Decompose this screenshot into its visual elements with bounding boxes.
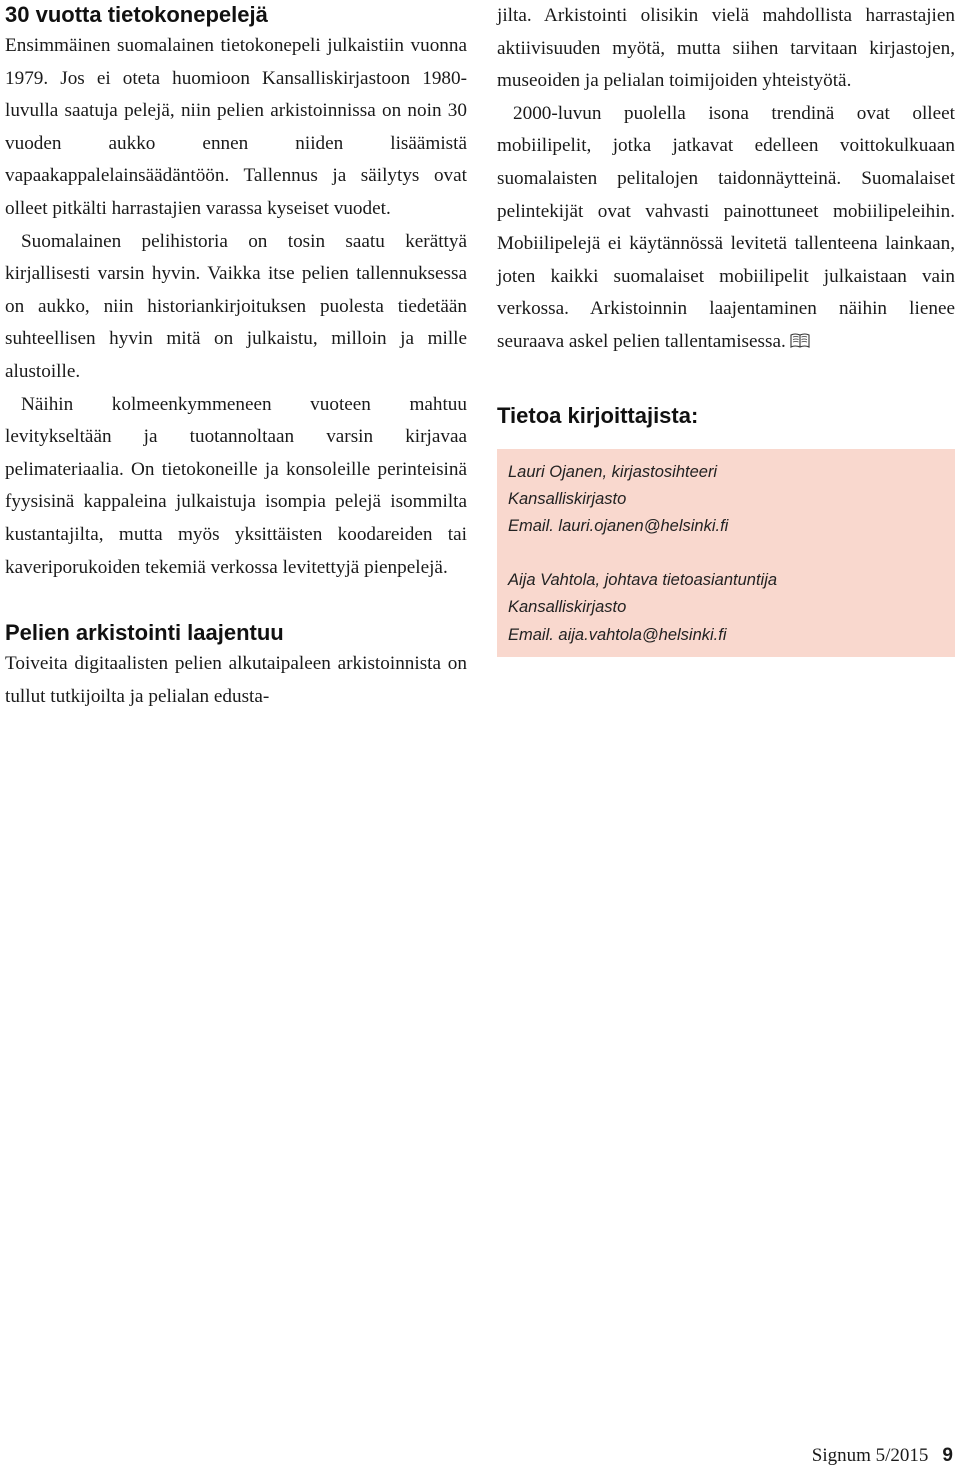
author-email[interactable]: Email. lauri.ojanen@helsinki.fi <box>508 517 729 536</box>
paragraph: Ensimmäinen suomalainen tietokonepeli julkaistiin vuonna 1979. Jos ei oteta huomioon Kansalliskirjastoon 1980-luvulla saatuja pelejä, niin pelien arkistoinnissa on noin 30 vuoden aukko ennen niiden lisäämistä vapaakappalelainsäädäntöön. Tallennus ja säilytys ovat olleet pitkälti harrastajien varassa kyseiset vuodet. <box>5 35 467 219</box>
open-book-icon <box>790 333 810 349</box>
paragraph-text: jilta. Arkistointi olisikin vielä mahdollista harrastajien aktiivisuuden myötä, mutta siihen tarvitaan kirjastojen, museoiden ja pelialan toimijoiden yhteistyötä. <box>497 5 955 92</box>
left-column <box>5 0 467 713</box>
author-entry <box>508 459 944 541</box>
page-footer <box>812 1442 953 1470</box>
section-heading: Pelien arkistointi laajentuu <box>5 620 284 646</box>
author-organization: Kansalliskirjasto <box>508 489 627 508</box>
author-email[interactable]: Email. aija.vahtola@helsinki.fi <box>508 625 727 644</box>
paragraph-text: 2000-luvun puolella isona trendinä ovat olleet mobiilipelit, jotka jatkavat edelleen voittokulkuaan suomalaisten pelitalojen taidonnäytteinä. Suomalaiset pelintekijät ovat vahvasti painottuneet mobiilipeleihin. Mobiilipelejä ei käytännössä levitetä tallenteena lainkaan, joten kaikki suomalaiset mobiilipelit julkaistaan vain verkossa. Arkistoinnin laajentaminen näihin lienee seuraava askel pelien tallentamisessa. <box>497 102 955 352</box>
paragraph: Toiveita digitaalisten pelien alkutaipaleen arkistoinnista on tullut tutkijoilta ja pelialan edusta- <box>5 653 467 707</box>
author-organization: Kansalliskirjasto <box>508 598 627 617</box>
author-entry <box>508 567 944 649</box>
right-column <box>497 0 955 657</box>
paragraph: Suomalainen pelihistoria on tosin saatu kerättyä kirjallisesti varsin hyvin. Vaikka itse pelien tallennuksessa on aukko, niin historiankirjoituksen puolesta tiedetään suhteellisen hyvin mitä on julkaistu, milloin ja mille alustoille. <box>5 230 467 382</box>
page-number: 9 <box>942 1445 953 1466</box>
authors-heading: Tietoa kirjoittajista: <box>497 402 699 428</box>
author-info-box <box>497 449 955 657</box>
author-name-role: Aija Vahtola, johtava tietoasiantuntija <box>508 570 778 589</box>
paragraph <box>497 98 955 359</box>
publication-info: Signum 5/2015 <box>811 1445 929 1466</box>
paragraph <box>497 0 955 98</box>
article-title: 30 vuotta tietokonepelejä <box>5 2 268 27</box>
paragraph: Näihin kolmeenkymmeneen vuoteen mahtuu levitykseltään ja tuotannoltaan varsin kirjavaa pelimateriaalia. On tietokoneille ja konsoleille perinteisinä fyysisinä kappaleina julkaistuja isompia pelejä isommilta kustantajilta, mutta myös yksittäisten koodareiden tai kaveriporukoiden tekemiä verkossa levitettyjä pienpelejä. <box>5 393 467 578</box>
author-name-role: Lauri Ojanen, kirjastosihteeri <box>508 462 718 481</box>
